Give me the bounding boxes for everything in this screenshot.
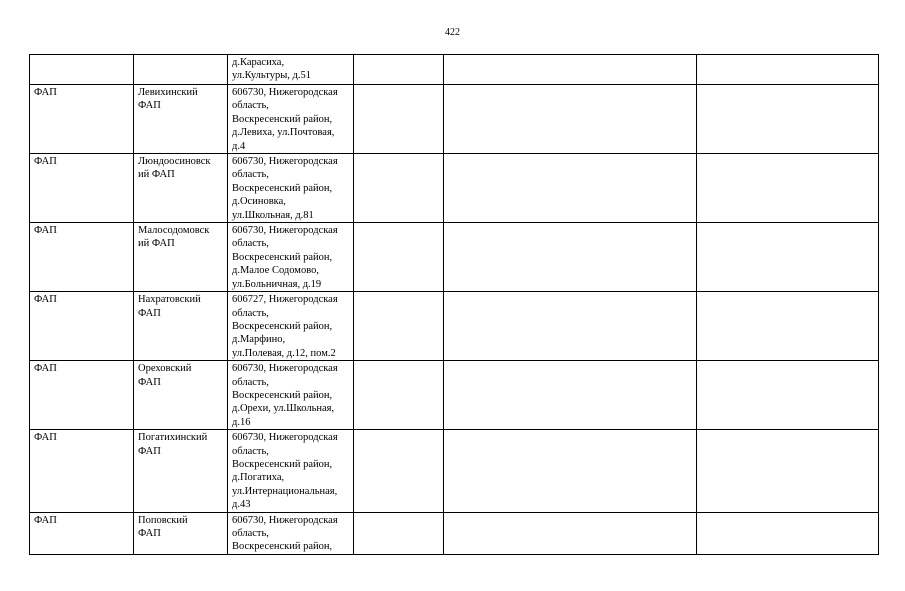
table-row	[30, 430, 879, 512]
facility-address-cell: 606730, Нижегородская область, Воскресенский район,	[228, 512, 354, 554]
empty-cell	[354, 361, 444, 430]
facility-name-cell	[134, 55, 228, 85]
empty-cell	[697, 55, 879, 85]
facility-type-cell	[30, 55, 134, 85]
table-row	[30, 154, 879, 223]
empty-cell	[444, 85, 697, 154]
empty-cell	[354, 55, 444, 85]
empty-cell	[354, 154, 444, 223]
facilities-table	[29, 54, 879, 555]
facility-name-cell: Поповский ФАП	[134, 512, 228, 554]
empty-cell	[697, 361, 879, 430]
facility-name-cell: Левихинский ФАП	[134, 85, 228, 154]
facility-name-cell: Малосодомовск ий ФАП	[134, 223, 228, 292]
table-row	[30, 292, 879, 361]
facility-address-cell: 606730, Нижегородская область, Воскресенский район, д.Осиновка, ул.Школьная, д.81	[228, 154, 354, 223]
facility-address-cell: 606730, Нижегородская область, Воскресенский район, д.Малое Содомово, ул.Больничная, д.19	[228, 223, 354, 292]
empty-cell	[697, 512, 879, 554]
empty-cell	[697, 154, 879, 223]
empty-cell	[444, 154, 697, 223]
empty-cell	[444, 512, 697, 554]
empty-cell	[697, 430, 879, 512]
empty-cell	[444, 430, 697, 512]
facility-type-cell: ФАП	[30, 292, 134, 361]
facility-address-cell: 606727, Нижегородская область, Воскресенский район, д.Марфино, ул.Полевая, д.12, пом.2	[228, 292, 354, 361]
facility-name-cell: Погатихинский ФАП	[134, 430, 228, 512]
facility-address-cell: 606730, Нижегородская область, Воскресенский район, д.Орехи, ул.Школьная, д.16	[228, 361, 354, 430]
empty-cell	[354, 512, 444, 554]
empty-cell	[354, 430, 444, 512]
page-number: 422	[445, 27, 460, 38]
facility-name-cell: Люндоосиновск ий ФАП	[134, 154, 228, 223]
facility-type-cell: ФАП	[30, 154, 134, 223]
facility-type-cell: ФАП	[30, 512, 134, 554]
empty-cell	[444, 292, 697, 361]
table-row	[30, 55, 879, 85]
empty-cell	[697, 292, 879, 361]
empty-cell	[354, 223, 444, 292]
table-row	[30, 512, 879, 554]
empty-cell	[444, 223, 697, 292]
empty-cell	[697, 85, 879, 154]
facility-type-cell: ФАП	[30, 223, 134, 292]
facility-type-cell: ФАП	[30, 430, 134, 512]
empty-cell	[354, 292, 444, 361]
facility-address-cell: 606730, Нижегородская область, Воскресенский район, д.Левиха, ул.Почтовая, д.4	[228, 85, 354, 154]
empty-cell	[444, 361, 697, 430]
empty-cell	[697, 223, 879, 292]
table-row	[30, 361, 879, 430]
empty-cell	[354, 85, 444, 154]
facility-type-cell: ФАП	[30, 85, 134, 154]
facility-name-cell: Нахратовский ФАП	[134, 292, 228, 361]
facility-address-cell: д.Карасиха, ул.Культуры, д.51	[228, 55, 354, 85]
facility-type-cell: ФАП	[30, 361, 134, 430]
empty-cell	[444, 55, 697, 85]
table-row	[30, 85, 879, 154]
table-row	[30, 223, 879, 292]
facility-name-cell: Ореховский ФАП	[134, 361, 228, 430]
facility-address-cell: 606730, Нижегородская область, Воскресенский район, д.Погатиха, ул.Интернациональная, д.43	[228, 430, 354, 512]
